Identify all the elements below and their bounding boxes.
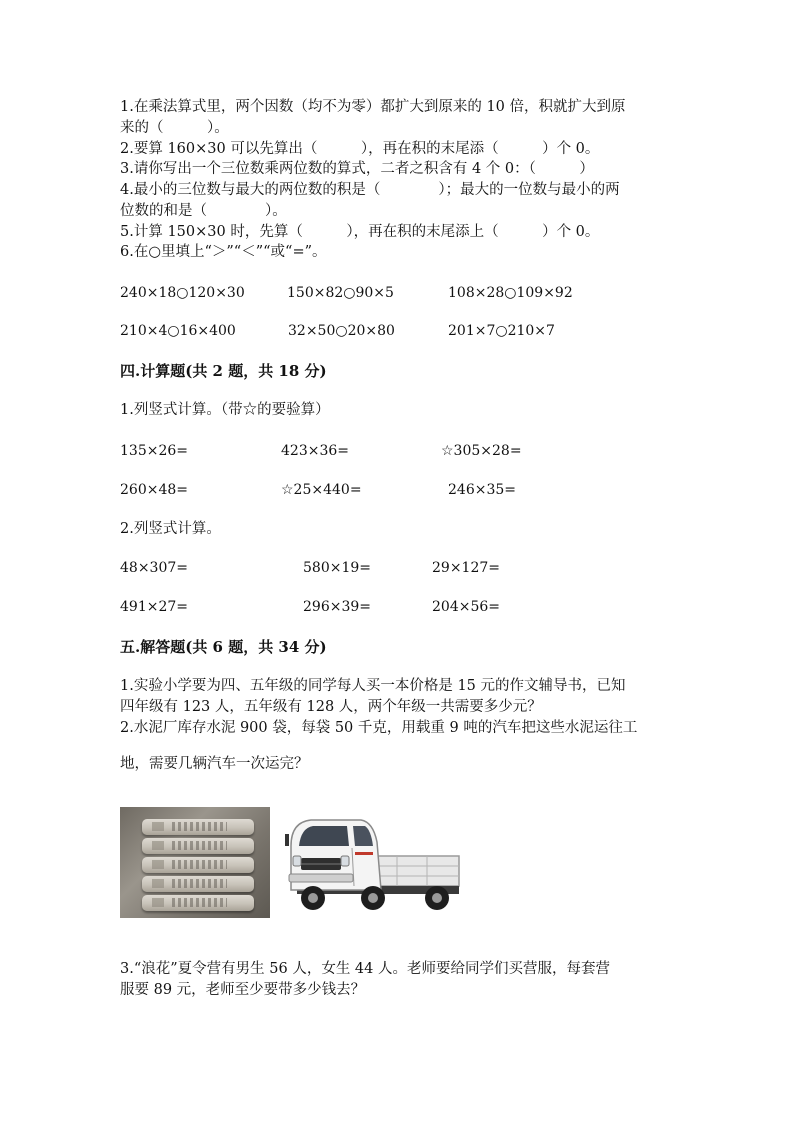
section-4-heading: 四.计算题(共 2 题，共 18 分) xyxy=(120,362,327,380)
s5-q3-line1: 3.“浪花”夏令营有男生 56 人，女生 44 人。老师要给同学们买营服，每套营 xyxy=(120,961,610,977)
compare-item: 201×7○210×7 xyxy=(448,323,555,339)
s3-q2: 2.要算 160×30 可以先算出（ ），再在积的末尾添（ ）个 0。 xyxy=(120,141,600,157)
cement-bags-image xyxy=(120,807,270,918)
truck-image xyxy=(277,812,465,918)
calc-item: 135×26= xyxy=(120,443,188,459)
compare-item: 210×4○16×400 xyxy=(120,323,236,339)
compare-item: 240×18○120×30 xyxy=(120,285,245,301)
s5-q2-line1: 2.水泥厂库存水泥 900 袋，每袋 50 千克，用载重 9 吨的汽车把这些水泥运往工 xyxy=(120,720,638,736)
calc-item: 260×48= xyxy=(120,482,188,498)
compare-item: 150×82○90×5 xyxy=(287,285,394,301)
s3-q1-line2: 来的（ ）。 xyxy=(120,120,229,136)
s3-q1-line1: 1.在乘法算式里，两个因数（均不为零）都扩大到原来的 10 倍，积就扩大到原 xyxy=(120,99,626,115)
calc-item: 48×307= xyxy=(120,560,188,576)
calc-item: ☆25×440= xyxy=(281,482,362,498)
s5-q3-line2: 服要 89 元，老师至少要带多少钱去？ xyxy=(120,982,366,998)
calc-item: 580×19= xyxy=(303,560,371,576)
s4-p1-title: 1.列竖式计算。（带☆的要验算） xyxy=(120,402,330,418)
s3-q4-line1: 4.最小的三位数与最大的两位数的积是（ ）；最大的一位数与最小的两 xyxy=(120,182,620,198)
section-5-heading: 五.解答题(共 6 题，共 34 分) xyxy=(120,638,327,656)
calc-item: 29×127= xyxy=(432,560,500,576)
calc-item: ☆305×28= xyxy=(441,443,522,459)
calc-item: 296×39= xyxy=(303,599,371,615)
s5-q1-line2: 四年级有 123 人，五年级有 128 人，两个年级一共需要多少元？ xyxy=(120,699,542,715)
s3-q3: 3.请你写出一个三位数乘两位数的算式，二者之积含有 4 个 0：（ ） xyxy=(120,161,594,177)
s3-q5: 5.计算 150×30 时，先算（ ），再在积的末尾添上（ ）个 0。 xyxy=(120,224,600,240)
calc-item: 423×36= xyxy=(281,443,349,459)
truck-icon xyxy=(277,812,465,918)
s3-q4-line2: 位数的和是（ ）。 xyxy=(120,203,287,219)
s4-p2-title: 2.列竖式计算。 xyxy=(120,521,221,537)
compare-item: 108×28○109×92 xyxy=(448,285,573,301)
calc-item: 491×27= xyxy=(120,599,188,615)
s3-q6: 6.在○里填上“＞”“＜”“或“=”。 xyxy=(120,244,327,260)
calc-item: 204×56= xyxy=(432,599,500,615)
compare-item: 32×50○20×80 xyxy=(288,323,395,339)
s5-q1-line1: 1.实验小学要为四、五年级的同学每人买一本价格是 15 元的作文辅导书，已知 xyxy=(120,678,626,694)
calc-item: 246×35= xyxy=(448,482,516,498)
s5-q2-line2: 地，需要几辆汽车一次运完？ xyxy=(120,756,309,772)
